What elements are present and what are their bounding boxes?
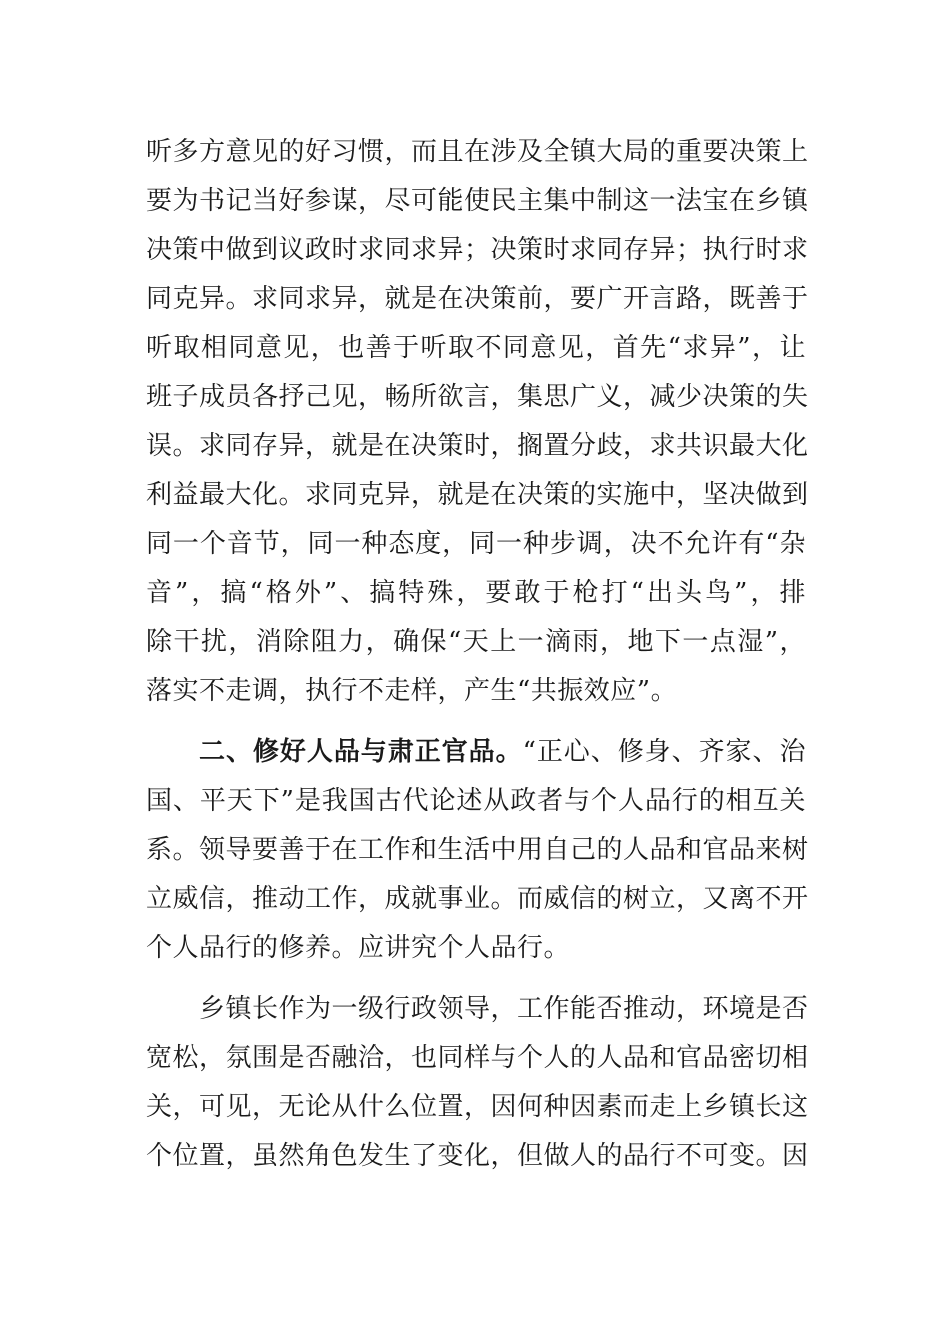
paragraph-gap bbox=[146, 716, 806, 728]
text-line: 宽松，氛围是否融洽，也同样与个人的人品和官品密切相 bbox=[146, 1043, 809, 1073]
paragraph-3 bbox=[146, 985, 809, 1181]
text-line: 国、平天下”是我国古代论述从政者与个人品行的相互关 bbox=[146, 786, 806, 816]
text-line: 决策中做到议政时求同求异；决策时求同存异；执行时求 bbox=[146, 235, 809, 265]
document-page bbox=[146, 128, 809, 1181]
text-line: 利益最大化。求同克异，就是在决策的实施中，坚决做到 bbox=[146, 480, 809, 510]
text-line: 个人品行的修养。应讲究个人品行。 bbox=[146, 933, 571, 963]
text-line: 系。领导要善于在工作和生活中用自己的人品和官品来树 bbox=[146, 835, 809, 865]
text-line: 除干扰，消除阻力，确保“天上一滴雨，地下一点湿”， bbox=[146, 627, 806, 657]
text-line: 同一个音节，同一种态度，同一种步调，决不允许有“杂 bbox=[146, 529, 806, 559]
text-line: 班子成员各抒己见，畅所欲言，集思广义，减少决策的失 bbox=[146, 382, 809, 412]
text-line: 立威信，推动工作，成就事业。而威信的树立，又离不开 bbox=[146, 884, 809, 914]
text-line-first: 乡镇长作为一级行政领导，工作能否推动，环境是否 bbox=[199, 994, 809, 1024]
text-line-first bbox=[146, 728, 806, 777]
paragraph-2 bbox=[146, 728, 809, 973]
section-heading: 二、修好人品与肃正官品。 bbox=[199, 737, 523, 767]
text-line: 听多方意见的好习惯，而且在涉及全镇大局的重要决策上 bbox=[146, 137, 809, 167]
text-line: 个位置，虽然角色发生了变化，但做人的品行不可变。因 bbox=[146, 1141, 809, 1171]
text-line: 误。求同存异，就是在决策时，搁置分歧，求共识最大化 bbox=[146, 431, 809, 461]
heading-continuation: “正心、修身、齐家、治 bbox=[522, 737, 806, 767]
text-line: 落实不走调，执行不走样，产生“共振效应”。 bbox=[146, 676, 678, 706]
text-line: 听取相同意见，也善于听取不同意见，首先“求异”，让 bbox=[146, 333, 806, 363]
text-line: 同克异。求同求异，就是在决策前，要广开言路，既善于 bbox=[146, 284, 809, 314]
paragraph-gap bbox=[146, 973, 806, 985]
text-line: 要为书记当好参谋，尽可能使民主集中制这一法宝在乡镇 bbox=[146, 186, 809, 216]
text-line: 关，可见，无论从什么位置，因何种因素而走上乡镇长这 bbox=[146, 1092, 809, 1122]
text-line: 音”，搞“格外”、搞特殊，要敢于枪打“出头鸟”，排 bbox=[146, 578, 806, 608]
paragraph-1 bbox=[146, 128, 809, 716]
